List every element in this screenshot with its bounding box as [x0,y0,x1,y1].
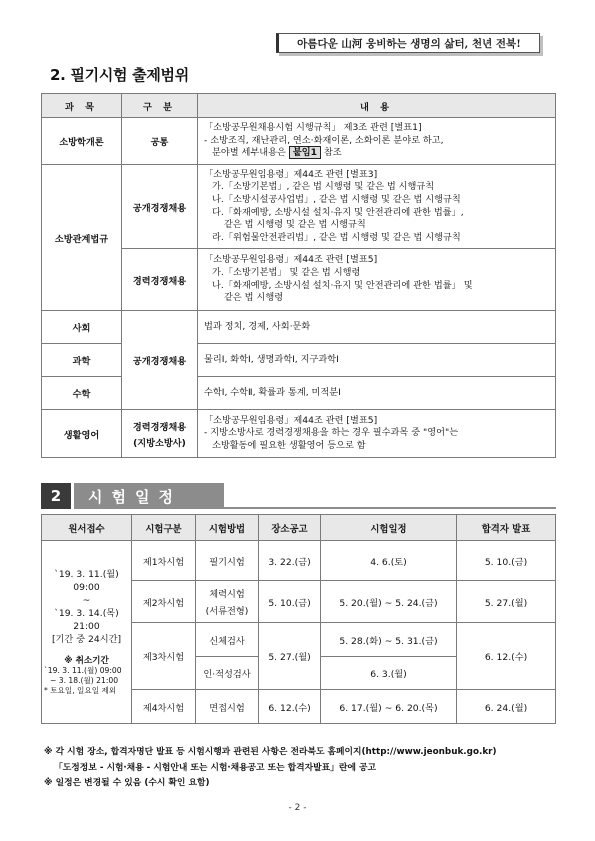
content-line: 「소방공무원채용시험 시행규칙」 제3조 관련 [별표1] [204,122,422,134]
reception-line: ~ [82,595,91,606]
reception-cell [42,541,132,724]
section2-title: 시험일정 [74,483,224,509]
subject-cell: 과학 [42,344,122,377]
content-line: 같은 법 시행령 및 같은 법 시행규칙 [224,219,366,231]
column-header: 장소공고 [259,515,321,541]
cancel-title: ※ 취소기간 [64,656,109,666]
content-line: 가.「소방기본법」, 같은 법 시행령 및 같은 법 시행규칙 [212,181,435,193]
table-row [42,344,556,377]
content-cell [198,249,556,311]
stage-cell: 제1차시험 [132,541,196,581]
content-text: 참조 [323,147,342,159]
content-cell [198,377,556,410]
content-line: 「소방공무원임용령」제44조 관련 [별표5] [204,254,378,266]
notice-cell: 5. 27.(월) [259,623,321,690]
section1-title: 2. 필기시험 출제범위 [50,66,189,84]
table-row [42,311,556,344]
reception-line: 21:00 [73,621,100,632]
table-header-row [42,94,556,118]
date-cell: 6. 17.(월) ~ 6. 20.(목) [321,690,457,724]
content-line: 나.「화재예방, 소방시설 설치‧유지 및 안전관리에 관한 법률」 및 [212,279,473,291]
page-number: - 2 - [288,803,307,813]
notice-cell: 3. 22.(금) [259,541,321,581]
content-line: 가.「소방기본법」 및 같은 법 시행령 [212,266,361,278]
method-line: 체력시험 [209,589,245,600]
content-cell [198,165,556,249]
result-cell: 6. 24.(월) [457,690,556,724]
content-line: - 소방조직, 재난관리, 연소‧화재이론, 소화이론 분야로 하고, [204,134,444,146]
column-header: 시험일정 [321,515,457,541]
cancel-period [42,654,131,696]
content-cell [198,344,556,377]
reception-line: 09:00 [73,582,100,593]
section2-number: 2 [41,483,71,509]
method-cell: 필기시험 [196,541,259,581]
result-cell: 5. 27.(월) [457,581,556,623]
column-header: 내 용 [198,94,556,118]
content-cell [198,118,556,165]
subject-cell: 소방관계법규 [42,165,122,311]
column-header: 원서접수 [42,515,132,541]
subject-cell: 사회 [42,311,122,344]
section2-header [41,483,556,509]
column-header: 시험구분 [132,515,196,541]
content-cell [198,410,556,458]
exam-schedule-table [41,514,556,724]
table-header-row [42,515,556,541]
result-cell: 5. 10.(금) [457,541,556,581]
footnote: ※ 일정은 변경될 수 있음 (수시 확인 요함) [44,778,210,788]
notice-cell: 6. 12.(수) [259,690,321,724]
table-row [42,165,556,249]
cancel-line: `19. 3. 11.(월) 09:00 [44,666,122,675]
column-header: 구 분 [122,94,198,118]
content-cell [198,311,556,344]
content-line: 라.「위험물안전관리법」, 같은 법 시행령 및 같은 법 시행규칙 [212,231,461,243]
footnote: ※ 각 시험 장소, 합격자명단 발표 등 시험시행과 관련된 사항은 전라북도 홈페이지(http://www.jeonbuk.go.kr) [44,747,497,757]
date-cell: 5. 20.(월) ~ 5. 24.(금) [321,581,457,623]
content-line: 물리Ⅰ, 화학Ⅰ, 생명과학Ⅰ, 지구과학Ⅰ [204,353,339,365]
reception-line: `19. 3. 14.(목) [54,608,119,619]
attachment-tag: 붙임1 [289,146,321,159]
content-line: 「소방공무원임용령」제44조 관련 [별표3] [204,168,378,180]
stage-cell: 제3차시험 [132,623,196,690]
footnote: 「도정정보 - 시험‧채용 - 시험안내 또는 시험‧채용공고 또는 합격자발표」란에 공고 [54,762,377,773]
type-line: 경력경쟁채용 [132,421,187,433]
method-cell [196,581,259,623]
content-line: 나.「소방시설공사업법」, 같은 법 시행령 및 같은 법 시행규칙 [212,193,461,205]
content-line: 같은 법 시행령 [224,292,284,304]
subject-cell: 수학 [42,377,122,410]
type-cell [122,410,198,458]
reception-line: [기간 중 24시간] [51,634,122,645]
content-line: - 지방소방사로 경력경쟁채용을 하는 경우 필수과목 중 "영어"는 [204,427,459,439]
subject-cell: 소방학개론 [42,118,122,165]
type-line: (지방소방사) [133,437,186,449]
result-cell: 6. 12.(수) [457,623,556,690]
type-cell: 공통 [122,118,198,165]
header-slogan: 아름다운 山河 웅비하는 생명의 삶터, 천년 전북! [276,33,540,53]
table-row [42,377,556,410]
cancel-line: * 토요일, 일요일 제외 [44,686,117,695]
stage-cell: 제4차시험 [132,690,196,724]
method-cell: 신체검사 [196,623,259,657]
exam-scope-table [41,93,556,458]
content-line: 소방활동에 필요한 생활영어 등으로 함 [212,439,366,451]
table-row [42,410,556,458]
type-cell: 경력경쟁채용 [122,249,198,311]
date-cell: 5. 28.(화) ~ 5. 31.(금) [321,623,457,657]
table-row [42,541,556,581]
content-line: 다.「화재예방, 소방시설 설치‧유지 및 안전관리에 관한 법률」, [212,206,464,218]
content-line: 「소방공무원임용령」제44조 관련 [별표5] [204,414,378,426]
section2-underline [224,507,556,509]
column-header: 시험방법 [196,515,259,541]
type-cell: 공개경쟁채용 [122,311,198,410]
date-cell: 4. 6.(토) [321,541,457,581]
method-cell: 면접시험 [196,690,259,724]
method-line: (서류전형) [205,606,249,617]
content-line [204,147,549,160]
content-line: 법과 정치, 경제, 사회‧문화 [204,320,311,332]
footnotes [44,745,497,792]
reception-period [42,568,131,646]
content-line: 수학Ⅰ, 수학Ⅱ, 확률과 통계, 미적분Ⅰ [204,386,341,398]
method-cell: 인‧적성검사 [196,657,259,690]
content-text: 분야별 세부내용은 [212,147,286,159]
reception-line: `19. 3. 11.(월) [54,569,119,580]
subject-cell: 생활영어 [42,410,122,458]
notice-cell: 5. 10.(금) [259,581,321,623]
date-cell: 6. 3.(월) [321,657,457,690]
table-row [42,118,556,165]
column-header: 합격자 발표 [457,515,556,541]
stage-cell: 제2차시험 [132,581,196,623]
cancel-line: ~ 3. 18.(월) 21:00 [50,676,119,685]
type-cell: 공개경쟁채용 [122,165,198,249]
column-header: 과 목 [42,94,122,118]
